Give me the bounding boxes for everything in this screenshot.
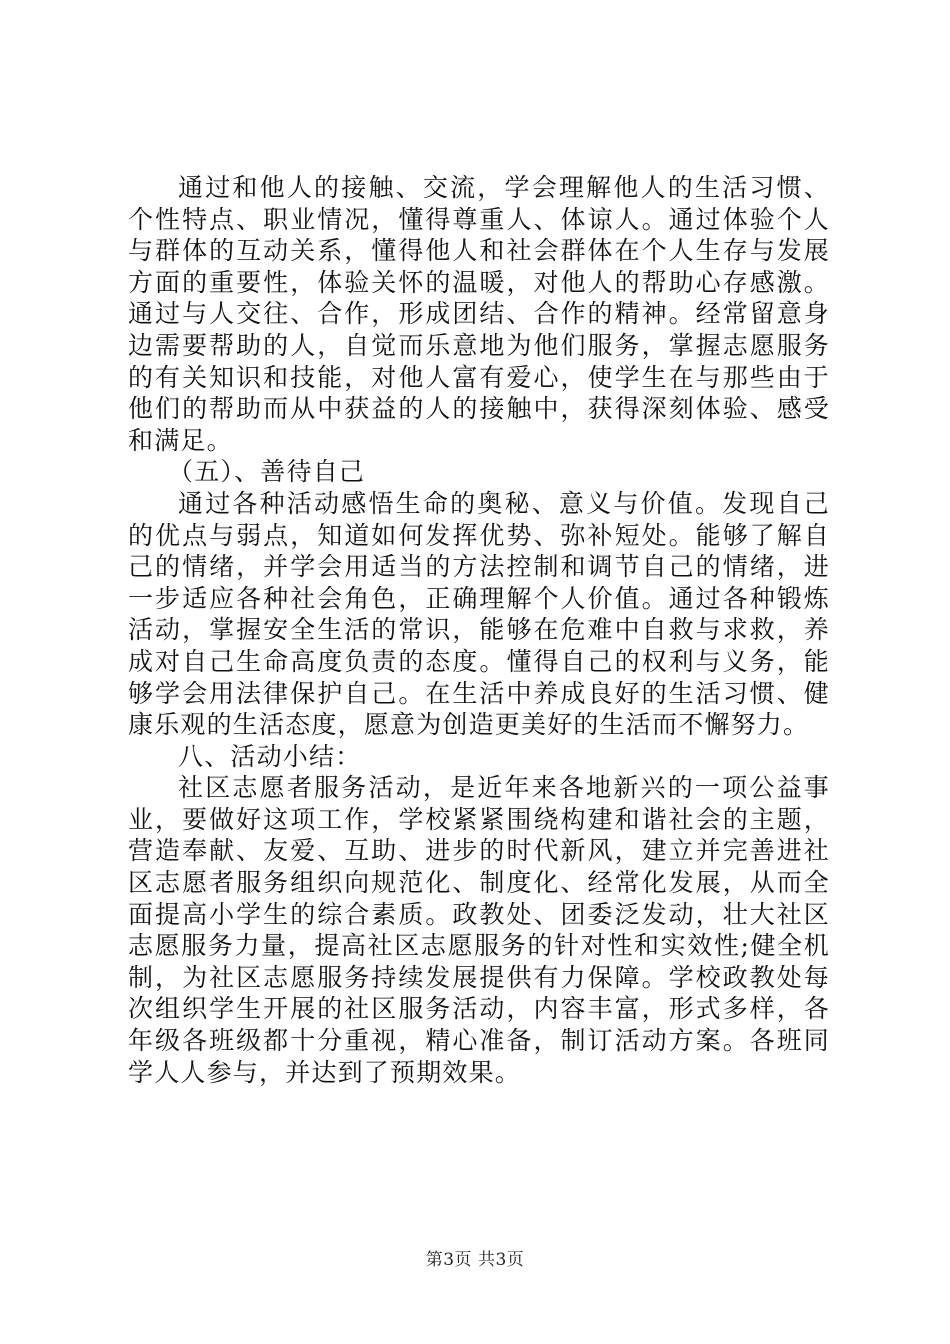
- paragraph-activity-summary: 社区志愿者服务活动，是近年来各地新兴的一项公益事业，要做好这项工作，学校紧紧围绕构建和谐社会的主题，营造奉献、友爱、互助、进步的时代新风，建立并完善进社区志愿者服务组织向规范化、制度化、经常化发展，从而全面提高小学生的综合素质。政教处、团委泛发动，壮大社区志愿服务力量，提高社区志愿服务的针对性和实效性;健全机制，为社区志愿服务持续发展提供有力保障。学校政教处每次组织学生开展的社区服务活动，内容丰富，形式多样，各年级各班级都十分重视，精心准备，制订活动方案。各班同学人人参与，并达到了预期效果。: [128, 773, 830, 1087]
- heading-section-eight: 八、活动小结：: [178, 741, 362, 771]
- paragraph-interpersonal: 通过和他人的接触、交流，学会理解他人的生活习惯、个性特点、职业情况，懂得尊重人、体谅人。通过体验个人与群体的互动关系，懂得他人和社会群体在个人生存与发展方面的重要性，体验关怀的温暖，对他人的帮助心存感激。通过与人交往、合作，形成团结、合作的精神。经常留意身边需要帮助的人，自觉而乐意地为他们服务，掌握志愿服务的有关知识和技能，对他人富有爱心，使学生在与那些由于他们的帮助而从中获益的人的接触中，获得深刻体验、感受和满足。: [128, 173, 830, 455]
- paragraph-self-care: 通过各种活动感悟生命的奥秘、意义与价值。发现自己的优点与弱点，知道如何发挥优势、弥补短处。能够了解自己的情绪，并学会用适当的方法控制和调节自己的情绪，进一步适应各种社会角色，正确理解个人价值。通过各种锻炼活动，掌握安全生活的常识，能够在危难中自救与求救，养成对自己生命高度负责的态度。懂得自己的权利与义务，能够学会用法律保护自己。在生活中养成良好的生活习惯、健康乐观的生活态度，愿意为创造更美好的生活而不懈努力。: [128, 488, 830, 740]
- heading-section-five: （五）、善待自己: [168, 457, 366, 487]
- page-footer: 第3页 共3页: [425, 1250, 525, 1270]
- document-body: [128, 172, 830, 1088]
